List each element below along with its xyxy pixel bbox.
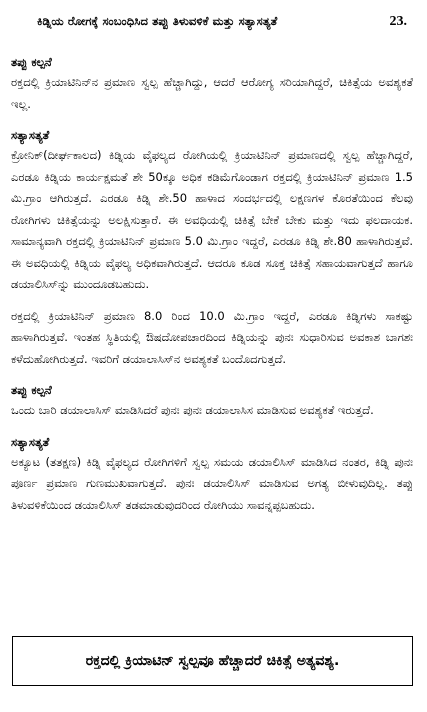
paragraph: ರಕ್ತದಲ್ಲಿ ಕ್ರಿಯಾಟಿನಿನ್‌ನ ಪ್ರಮಾಣ ಸ್ವಲ್ಪ ಹೆಚ್ಚಾಗಿದ್ದು, ಆದರೆ ಆರೋಗ್ಯ ಸರಿಯಾಗಿದ್ದರೆ, ಚಿಕಿತ್ಸೆಯ ಅವಶ್ಯಕತೆ ಇಲ್ಲ. [11,75,413,111]
section-heading-myth: ತಪ್ಪು ಕಲ್ಪನೆ [11,383,52,397]
page-header [37,14,407,38]
running-title: ಕಿಡ್ನಿಯ ರೋಗಕ್ಕೆ ಸಂಬಂಧಿಸಿದ ತಪ್ಪು ತಿಳುವಳಿಕೆ ಮತ್ತು ಸತ್ಯಾಸತ್ಯತೆ [37,14,278,28]
paragraph: ಕ್ರೋನಿಕ್(ದೀರ್ಘಕಾಲದ) ಕಿಡ್ನಿಯ ವೈಫಲ್ಯದ ರೋಗಿಯಲ್ಲಿ ಕ್ರಿಯಾಟಿನಿನ್ ಪ್ರಮಾಣದಲ್ಲಿ ಸ್ವಲ್ಪ ಹೆಚ್ಚಾಗಿದ್ದರೆ, ಎರಡೂ ಕಿಡ್ನಿಯ ಕಾರ್ಯಕ್ಷಮತೆ ಶೇ 50ಕ್ಕೂ ಅಧಿಕ ಕಡಿಮೆಗೊಂಡಾಗ ರಕ್ತದಲ್ಲಿ ಕ್ರಿಯಾಟಿನಿನ್ ಪ್ರಮಾಣ 1.5 ಮಿ.ಗ್ರಾಂ ಆಗಿರುತ್ತದೆ. ಎರಡೂ ಕಿಡ್ನಿ ಶೇ.50 ಹಾಳಾದ ಸಂದರ್ಭದಲ್ಲಿ ಲಕ್ಷಣಗಳ ಕೊರತೆಯಿಂದ ಕೆಲವು ರೋಗಿಗಳು ಚಿಕಿತ್ಸೆಯನ್ನು ಅಲಕ್ಷಿಸುತ್ತಾರೆ. ಈ ಅವಧಿಯಲ್ಲಿ ಚಿಕಿತ್ಸೆ ಬೇಕೆ ಬೇಕು ಮತ್ತು ಇದು ಫಲದಾಯಕ. ಸಾಮಾನ್ಯವಾಗಿ ರಕ್ತದಲ್ಲಿ ಕ್ರಿಯಾಟಿನಿನ್ ಪ್ರಮಾಣ 5.0 ಮಿ.ಗ್ರಾಂ ಇದ್ದರೆ, ಎರಡೂ ಕಿಡ್ನಿ ಶೇ.80 ಹಾಳಾಗಿರುತ್ತವೆ. ಈ ಅವಧಿಯಲ್ಲಿ ಕಿಡ್ನಿಯ ವೈಫಲ್ಯ ಅಧಿಕವಾಗಿರುತ್ತದೆ. ಆದರೂ ಕೂಡ ಸೂಕ್ತ ಚಿಕಿತ್ಸೆ ಸಹಾಯವಾಗುತ್ತದೆ ಹಾಗೂ ಡಯಾಲಿಸಿಸ್‌ನ್ನು ಮುಂದೂಡಬಹುದು. [11,148,413,291]
section-heading-fact: ಸತ್ಯಾಸತ್ಯತೆ [11,128,50,142]
section-fact-2 [11,434,413,517]
section-heading-myth: ತಪ್ಪು ಕಲ್ಪನೆ [11,55,52,69]
section-heading-fact: ಸತ್ಯಾಸತ್ಯತೆ [11,434,50,449]
section-myth-2 [11,382,413,422]
section-fact-1 [11,127,413,370]
paragraph: ರಕ್ತದಲ್ಲಿ ಕ್ರಿಯಾಟಿನಿನ್ ಪ್ರಮಾಣ 8.0 ರಿಂದ 10.0 ಮಿ.ಗ್ರಾಂ ಇದ್ದರೆ, ಎರಡೂ ಕಿಡ್ನಿಗಳು ಸಾಕಷ್ಟು ಹಾಳಾಗಿರುತ್ತವೆ. ಇಂತಹ ಸ್ಥಿತಿಯಲ್ಲಿ ಔಷದೋಪಚಾರದಿಂದ ಕಿಡ್ನಿಯನ್ನು ಪುನಃ ಸುಧಾರಿಸುವ ಅವಕಾಶ ಬಾಗಶಃ ಕಳೆದುಹೋಗಿರುತ್ತದೆ. ಇವರಿಗೆ ಡಯಾಲಾಸಿಸ್‌ನ ಅವಶ್ಯಕತೆ ಬಂದೊದಗುತ್ತದೆ. [11,308,413,366]
page-number: 23. [389,14,407,29]
paragraph: ಅಕ್ಯೂಟ (ತತಕ್ಷಣ) ಕಿಡ್ನಿ ವೈಫಲ್ಯದ ರೋಗಿಗಳಿಗೆ ಸ್ವಲ್ಪ ಸಮಯ ಡಯಾಲಿಸಿಸ್ ಮಾಡಿಸಿದ ನಂತರ, ಕಿಡ್ನಿ ಪುನಃ ಪೂರ್ಣ ಪ್ರಮಾಣ ಗುಣಮುಖವಾಗುತ್ತದೆ. ಪುನಃ ಡಯಾಲಿಸಿಸ್ ಮಾಡಿಸುವ ಅಗತ್ಯ ಬೀಳುವುದಿಲ್ಲ. ತಪ್ಪು ತಿಳುವಳಿಕೆಯಿಂದ ಡಯಾಲಿಸಿಸ್ ತಡಮಾಡುವುದರಿಂದ ರೋಗಿಯು ಸಾವನ್ನಪ್ಪಬಹುದು. [11,454,413,512]
section-myth-1 [11,54,413,115]
highlight-box [12,636,413,686]
paragraph: ಒಂದು ಬಾರಿ ಡಯಾಲಾಸಿಸ್ ಮಾಡಿಸಿದರೆ ಪುನಃ ಪುನಃ ಡಯಾಲಾಸಿಸ ಮಾಡಿಸುವ ಅವಶ್ಯಕತೆ ಇರುತ್ತದೆ. [11,403,374,417]
highlight-text: ರಕ್ತದಲ್ಲಿ ಕ್ರಿಯಾಟಿನ್ ಸ್ವಲ್ಪವೂ ಹೆಚ್ಚಾದರೆ ಚಿಕಿತ್ಸೆ ಅತ್ಯವಶ್ಯ. [85,653,340,669]
